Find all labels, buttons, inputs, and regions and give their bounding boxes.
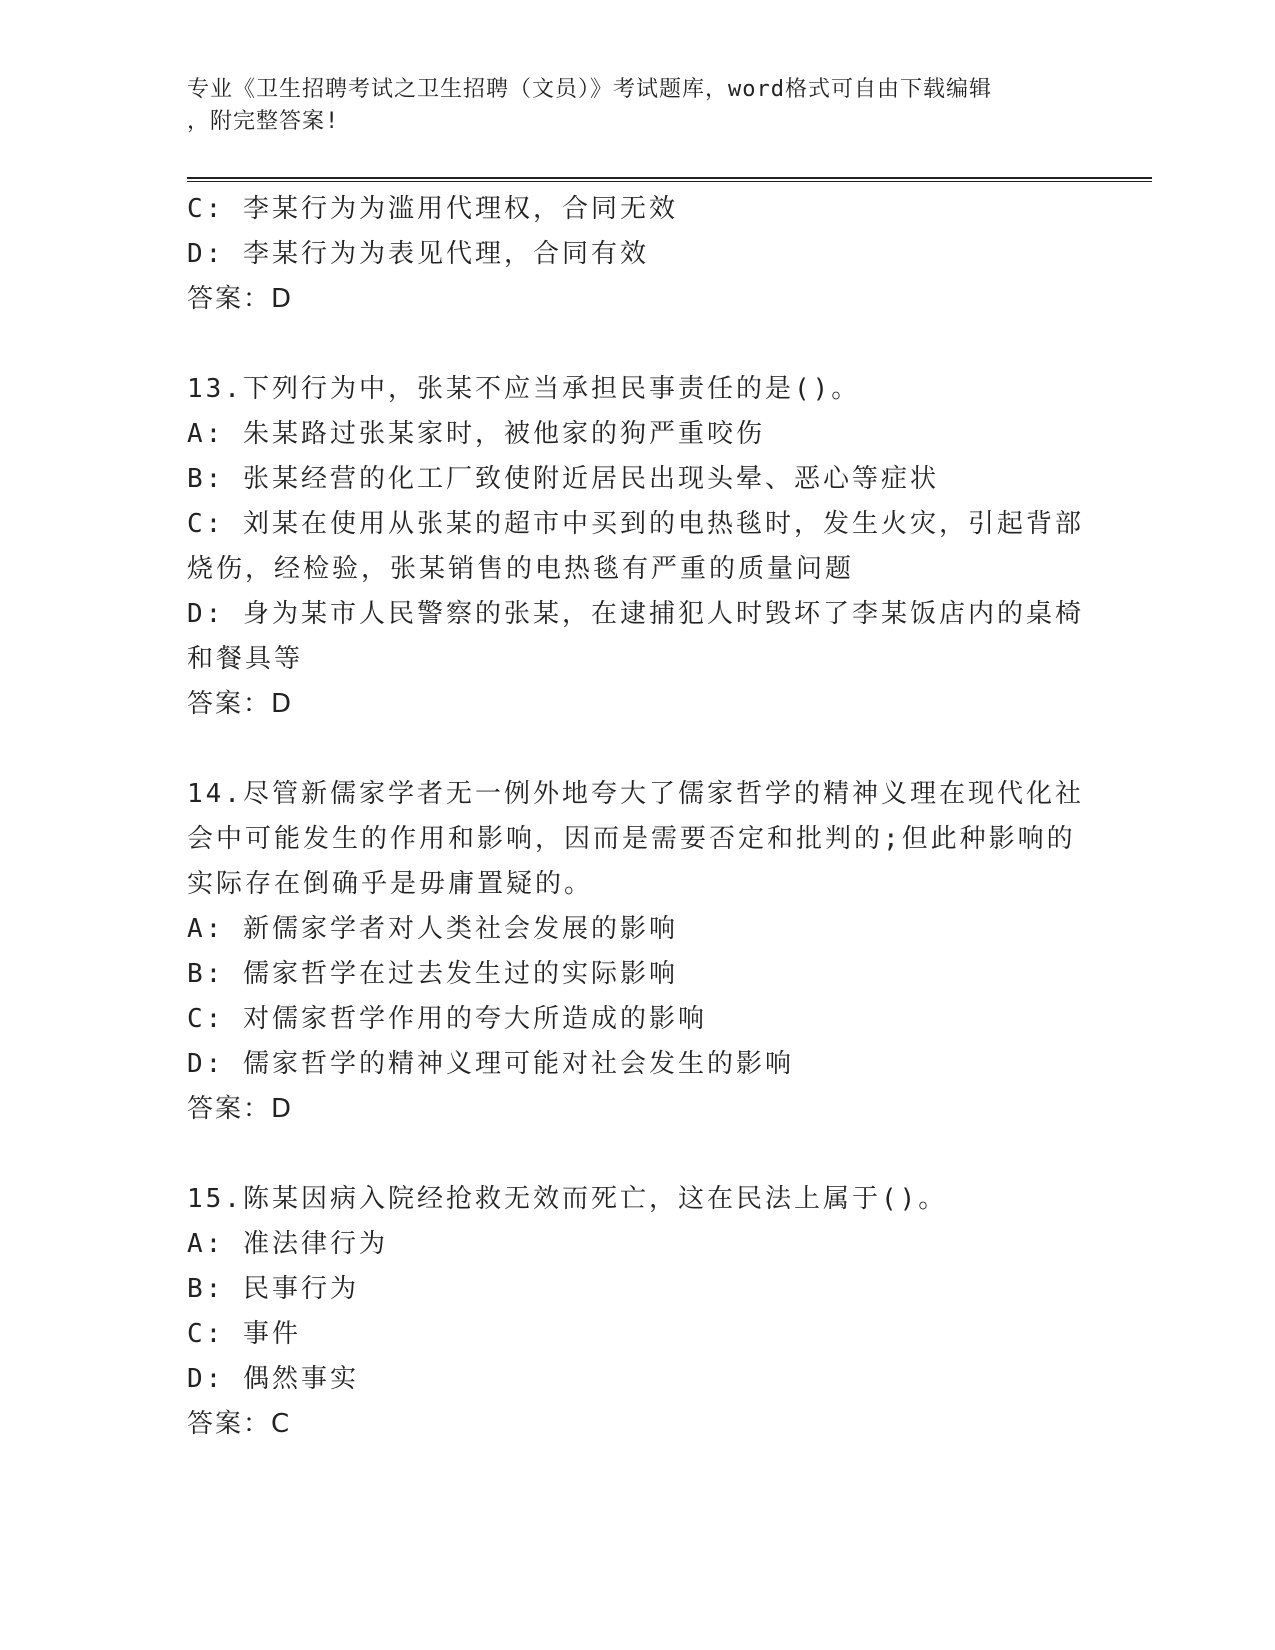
- option-b: B: 儒家哲学在过去发生过的实际影响: [187, 959, 678, 989]
- option-d-continued: 和餐具等: [187, 644, 304, 674]
- answer-line: 答案：C: [187, 1409, 292, 1439]
- option-d: D: 偶然事实: [187, 1364, 359, 1394]
- question-13: [187, 367, 1087, 727]
- option-b: B: 民事行为: [187, 1274, 359, 1304]
- option-a: A: 新儒家学者对人类社会发展的影响: [187, 914, 678, 944]
- spacer: [187, 1132, 1087, 1177]
- question-stem-continued: 会中可能发生的作用和影响，因而是需要否定和批判的;但此种影响的: [187, 824, 1076, 854]
- spacer: [187, 727, 1087, 772]
- question-stem-continued: 实际存在倒确乎是毋庸置疑的。: [187, 869, 594, 899]
- option-c: C: 李某行为为滥用代理权，合同无效: [187, 194, 678, 224]
- question-14: [187, 772, 1087, 1132]
- answer-line: 答案：D: [187, 1094, 294, 1124]
- header-divider: [187, 177, 1152, 182]
- question-stem: 13.下列行为中，张某不应当承担民事责任的是()。: [187, 374, 861, 404]
- question-12-continued: [187, 187, 1087, 322]
- option-d: D: 儒家哲学的精神义理可能对社会发生的影响: [187, 1049, 794, 1079]
- question-content: [187, 187, 1087, 1447]
- option-c: C: 事件: [187, 1319, 301, 1349]
- option-d: D: 李某行为为表见代理，合同有效: [187, 239, 649, 269]
- question-stem: 14.尽管新儒家学者无一例外地夸大了儒家哲学的精神义理在现代化社: [187, 779, 1084, 809]
- header-line-1: 专业《卫生招聘考试之卫生招聘（文员）》考试题库，word格式可自由下载编辑: [187, 77, 992, 102]
- spacer: [187, 322, 1087, 367]
- option-c: C: 刘某在使用从张某的超市中买到的电热毯时，发生火灾，引起背部: [187, 509, 1084, 539]
- option-d: D: 身为某市人民警察的张某，在逮捕犯人时毁坏了李某饭店内的桌椅: [187, 599, 1084, 629]
- option-a: A: 准法律行为: [187, 1229, 388, 1259]
- option-c: C: 对儒家哲学作用的夸大所造成的影响: [187, 1004, 707, 1034]
- page-header: [187, 74, 1067, 138]
- question-stem: 15.陈某因病入院经抢救无效而死亡，这在民法上属于()。: [187, 1184, 948, 1214]
- answer-line: 答案：D: [187, 689, 294, 719]
- header-line-2: ，附完整答案!: [187, 109, 340, 134]
- answer-line: 答案：D: [187, 284, 294, 314]
- option-a: A: 朱某路过张某家时，被他家的狗严重咬伤: [187, 419, 765, 449]
- option-b: B: 张某经营的化工厂致使附近居民出现头晕、恶心等症状: [187, 464, 939, 494]
- option-c-continued: 烧伤，经检验，张某销售的电热毯有严重的质量问题: [187, 554, 855, 584]
- question-15: [187, 1177, 1087, 1447]
